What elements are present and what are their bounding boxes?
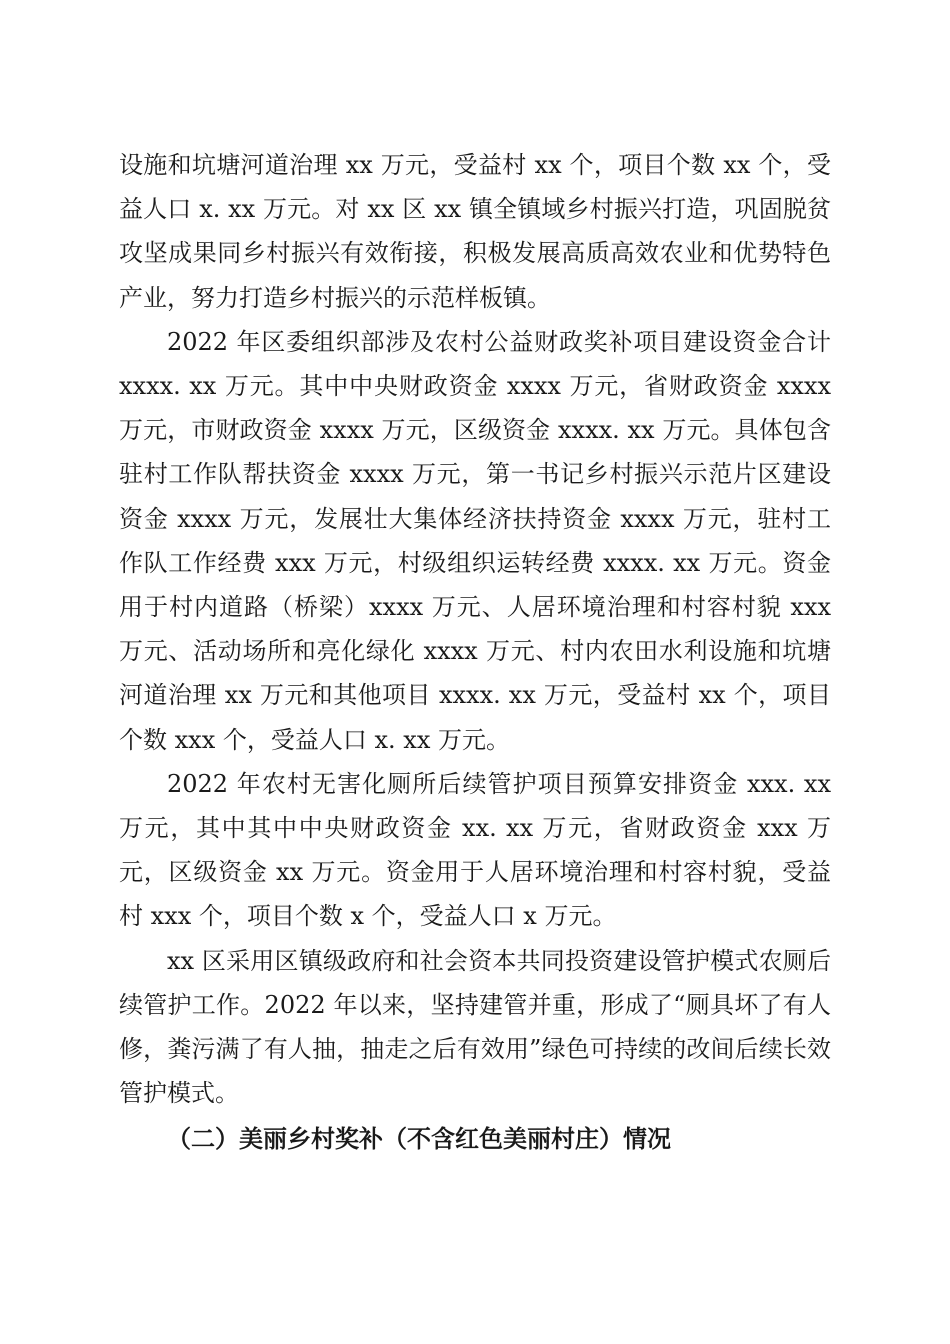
paragraph-4: xx 区采用区镇级政府和社会资本共同投资建设管护模式农厕后续管护工作。2022 年以来，坚持建管并重，形成了“厕具坏了有人修，粪污满了有人抽，抽走之后有效用”绿色可持续的改间后续长效管护模式。: [119, 946, 831, 1108]
document-body: [119, 143, 831, 1162]
paragraph-1: 设施和坑塘河道治理 xx 万元，受益村 xx 个，项目个数 xx 个，受益人口 x. xx 万元。对 xx 区 xx 镇全镇域乡村振兴打造，巩固脱贫攻坚成果同乡村振兴有效衔接，积极发展高质高效农业和优势特色产业，努力打造乡村振兴的示范样板镇。: [119, 151, 831, 312]
paragraph-3: 2022 年农村无害化厕所后续管护项目预算安排资金 xxx. xx 万元，其中其中中央财政资金 xx. xx 万元，省财政资金 xxx 万元，区级资金 xx 万元。资金用于人居环境治理和村容村貌，受益村 xxx 个，项目个数 x 个，受益人口 x 万元。: [119, 769, 831, 931]
paragraph-2: 2022 年区委组织部涉及农村公益财政奖补项目建设资金合计 xxxx. xx 万元。其中中央财政资金 xxxx 万元，省财政资金 xxxx 万元，市财政资金 xxxx 万元，区级资金 xxxx. xx 万元。具体包含驻村工作队帮扶资金 xxxx 万元，第一书记乡村振兴示范片区建设资金 xxxx 万元，发展壮大集体经济扶持资金 xxxx 万元，驻村工作队工作经费 xxx 万元，村级组织运转经费 xxxx. xx 万元。资金用于村内道路（桥梁）xxxx 万元、人居环境治理和村容村貌 xxx 万元、活动场所和亮化绿化 xxxx 万元、村内农田水利设施和坑塘河道治理 xx 万元和其他项目 xxxx. xx 万元，受益村 xx 个，项目个数 xxx 个，受益人口 x. xx 万元。: [119, 327, 831, 754]
section-heading: （二）美丽乡村奖补（不含红色美丽村庄）情况: [167, 1124, 671, 1154]
